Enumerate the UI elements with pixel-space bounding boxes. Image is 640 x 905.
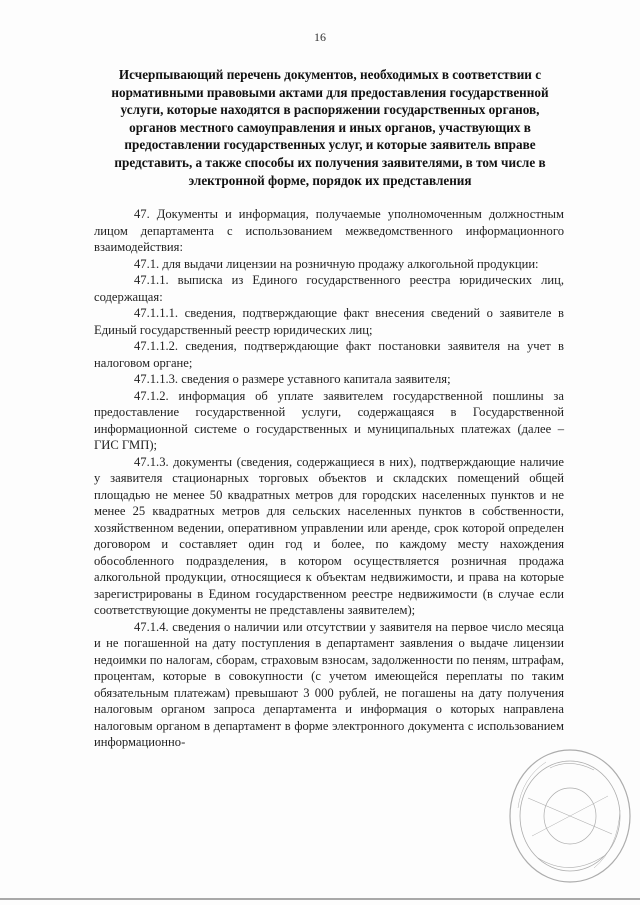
paragraph: 47.1.1.2. сведения, подтверждающие факт постановки заявителя на учет в налоговом органе; — [94, 339, 564, 370]
paragraph: 47. Документы и информация, получаемые уполномоченным должностным лицом департамента с использованием межведомственного информационного взаимодействия: — [94, 207, 564, 254]
paragraph: 47.1.1.1. сведения, подтверждающие факт внесения сведений о заявителе в Единый государственный реестр юридических лиц; — [94, 306, 564, 337]
page-number: 16 — [314, 30, 326, 44]
paragraph: 47.1.2. информация об уплате заявителем государственной пошлины за предоставление государственной услуги, содержащаяся в Государственной информационной системе о государственных и муниципальных платежах (далее – ГИС ГМП); — [94, 388, 564, 452]
official-seal — [498, 738, 636, 888]
paragraph: 47.1.1.3. сведения о размере уставного капитала заявителя; — [134, 372, 451, 386]
scan-edge — [0, 898, 640, 900]
body-text — [94, 206, 564, 751]
paragraph: 47.1.1. выписка из Единого государственного реестра юридических лиц, содержащая: — [94, 273, 564, 304]
paragraph: 47.1. для выдачи лицензии на розничную продажу алкогольной продукции: — [134, 256, 539, 271]
paragraph: 47.1.3. документы (сведения, содержащиеся в них), подтверждающие наличие у заявителя стационарных торговых объектов и складских помещений общей площадью не менее 50 квадратных метров для городских населенных пунктов и не менее 25 квадратных метров для сельских населенных пунктов в собственности, хозяйственном ведении, оперативном управлении или аренде, срок которой определен договором и составляет один год и более, по каждому месту нахождения обособленного подразделения, в котором осуществляется розничная продажа алкогольной продукции, относящиеся к объектам недвижимости, и права на которые зарегистрированы в Едином государственном реестре недвижимости (в случае если соответствующие документы не представлены заявителем); — [94, 454, 564, 617]
section-heading: Исчерпывающий перечень документов, необходимых в соответствии с нормативными правовыми актами для предоставления государственной услуги, которые находятся в распоряжении государственных органов, органов местного самоуправления и иных органов, участвующих в предоставлении государственных услуг, и которые заявитель вправе представить, а также способы их получения заявителями, в том числе в электронной форме, порядок их представления — [111, 67, 549, 188]
paragraph: 47.1.4. сведения о наличии или отсутствии у заявителя на первое число месяца и не погашенной на дату поступления в департамент заявления о выдаче лицензии недоимки по налогам, сборам, страховым взносам, задолженности по пеням, штрафам, процентам, которые в совокупности (с учетом имеющейся переплаты по таким обязательным платежам) превышают 3 000 рублей, не погашены на дату получения налоговым органом запроса департамента и информация о которых направлена налоговым органом в департамент в форме электронного документа с использованием информационно- — [94, 619, 564, 749]
